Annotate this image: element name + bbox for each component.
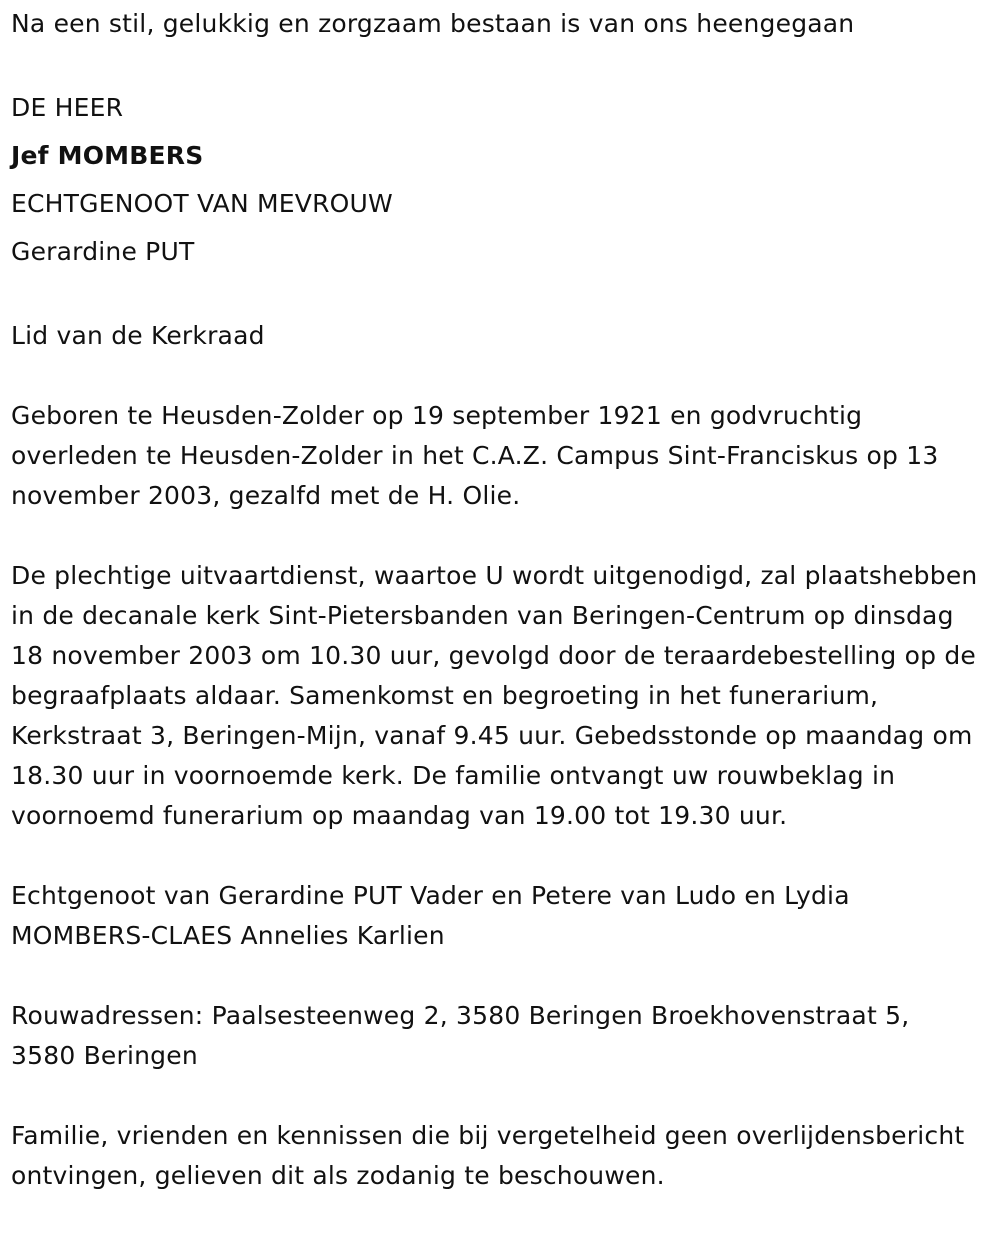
closing-paragraph: Familie, vrienden en kennissen die bij vergetelheid geen overlijdensbericht ontvingen, gelieven dit als zodanig te beschouwen. xyxy=(11,1121,965,1190)
spouse-name: Gerardine PUT xyxy=(11,237,195,266)
birth-death-paragraph: Geboren te Heusden-Zolder op 19 september 1921 en godvruchtig overleden te Heusden-Zolder in het C.A.Z. Campus Sint-Franciskus op 13 november 2003, gezalfd met de H. Olie. xyxy=(11,401,939,510)
honorific: DE HEER xyxy=(11,93,124,122)
intro-line: Na een stil, gelukkig en zorgzaam bestaan is van ons heengegaan xyxy=(11,9,855,38)
addresses-paragraph: Rouwadressen: Paalsesteenweg 2, 3580 Beringen Broekhovenstraat 5, 3580 Beringen xyxy=(11,1001,910,1070)
family-paragraph: Echtgenoot van Gerardine PUT Vader en Petere van Ludo en Lydia MOMBERS-CLAES Annelies Karlien xyxy=(11,881,850,950)
deceased-name: Jef MOMBERS xyxy=(11,141,204,170)
role-line: Lid van de Kerkraad xyxy=(11,321,265,350)
funeral-paragraph: De plechtige uitvaartdienst, waartoe U wordt uitgenodigd, zal plaatshebben in de decanale kerk Sint-Pietersbanden van Beringen-Centrum op dinsdag 18 november 2003 om 10.30 uur, gevolgd door de teraardebestelling op de begraafplaats aldaar. Samenkomst en begroeting in het funerarium, Kerkstraat 3, Beringen-Mijn, vanaf 9.45 uur. Gebedsstonde op maandag om 18.30 uur in voornoemde kerk. De familie ontvangt uw rouwbeklag in voornoemd funerarium op maandag van 19.00 tot 19.30 uur. xyxy=(11,561,978,830)
spouse-label: ECHTGENOOT VAN MEVROUW xyxy=(11,189,393,218)
